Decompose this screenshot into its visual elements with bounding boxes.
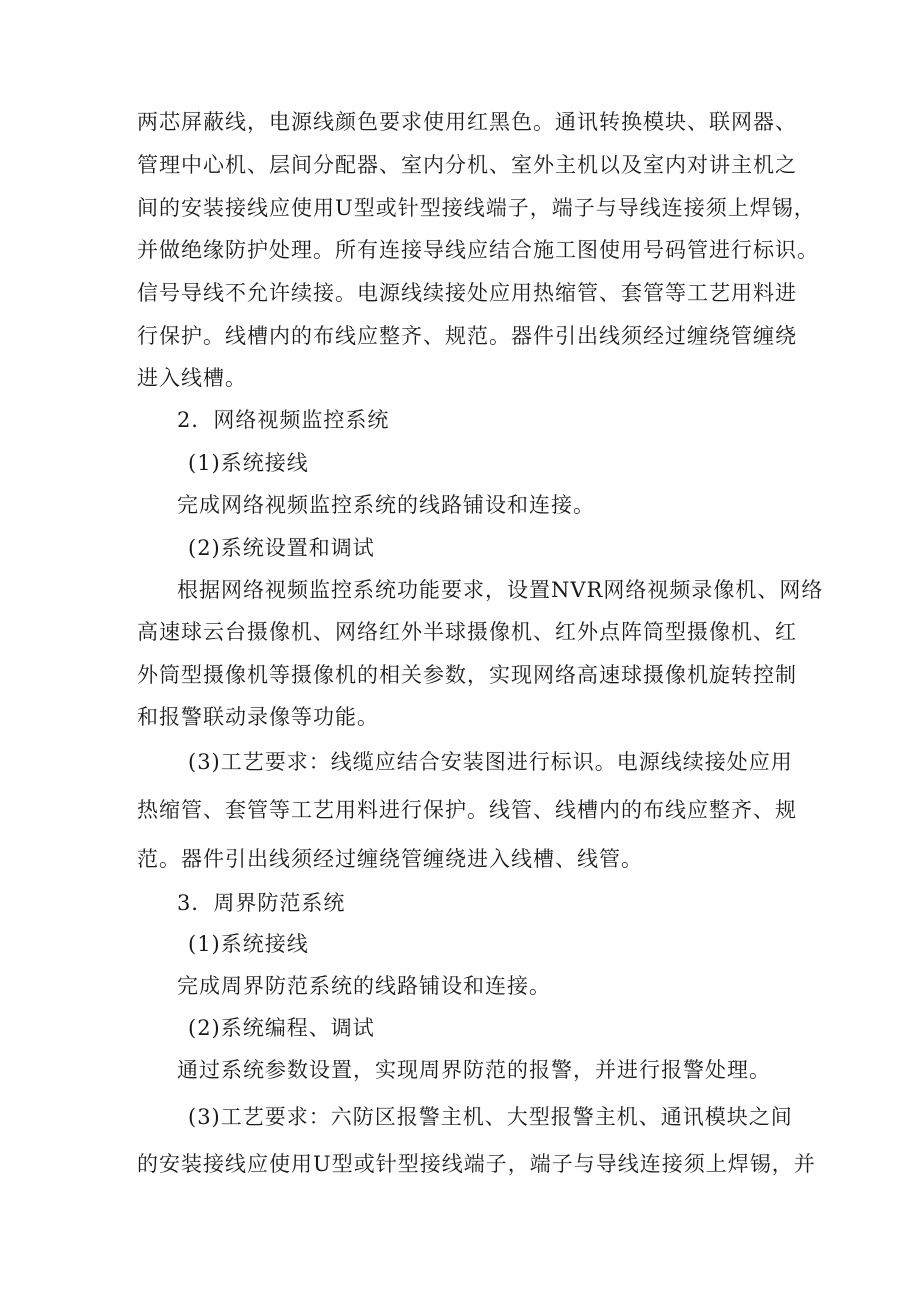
text-line: 完成周界防范系统的线路铺设和连接。	[177, 974, 551, 998]
text-line: 进入线槽。	[137, 366, 247, 390]
text-line: 高速球云台摄像机、网络红外半球摄像机、红外点阵筒型摄像机、红	[137, 620, 797, 644]
text-line: 两芯屏蔽线，电源线颜色要求使用红黑色。通讯转换模块、联网器、	[137, 110, 797, 134]
text-line: 根据网络视频监控系统功能要求，设置NVR网络视频录像机、网络	[177, 578, 824, 602]
text-line: 管理中心机、层间分配器、室内分机、室外主机以及室内对讲主机之	[137, 153, 797, 177]
text-line: 的安装接线应使用U型或针型接线端子，端子与导线连接须上焊锡，并	[137, 1152, 816, 1176]
text-line: (3)工艺要求：六防区报警主机、大型报警主机、通讯模块之间	[188, 1105, 793, 1129]
text-line: 间的安装接线应使用U型或针型接线端子，端子与导线连接须上焊锡，	[137, 196, 816, 220]
text-line: (3)工艺要求：线缆应结合安装图进行标识。电源线续接处应用	[188, 750, 793, 774]
text-line: 热缩管、套管等工艺用料进行保护。线管、线槽内的布线应整齐、规	[137, 798, 797, 822]
subsection-heading: (1)系统接线	[188, 932, 309, 956]
section-heading: 3．周界防范系统	[177, 891, 346, 915]
text-line: 行保护。线槽内的布线应整齐、规范。器件引出线须经过缠绕管缠绕	[137, 324, 797, 348]
text-line: 和报警联动录像等功能。	[137, 705, 379, 729]
text-line: 完成网络视频监控系统的线路铺设和连接。	[177, 493, 595, 517]
subsection-heading: (2)系统编程、调试	[188, 1016, 375, 1040]
subsection-heading: (2)系统设置和调试	[188, 536, 375, 560]
text-line: 外筒型摄像机等摄像机的相关参数，实现网络高速球摄像机旋转控制	[137, 663, 797, 687]
section-heading: 2．网络视频监控系统	[177, 408, 390, 432]
text-line: 通过系统参数设置，实现周界防范的报警，并进行报警处理。	[177, 1058, 771, 1082]
text-line: 范。器件引出线须经过缠绕管缠绕进入线槽、线管。	[137, 847, 643, 871]
text-line: 信号导线不允许续接。电源线续接处应用热缩管、套管等工艺用料进	[137, 281, 797, 305]
subsection-heading: (1)系统接线	[188, 451, 309, 475]
text-line: 并做绝缘防护处理。所有连接导线应结合施工图使用号码管进行标识。	[137, 238, 819, 262]
